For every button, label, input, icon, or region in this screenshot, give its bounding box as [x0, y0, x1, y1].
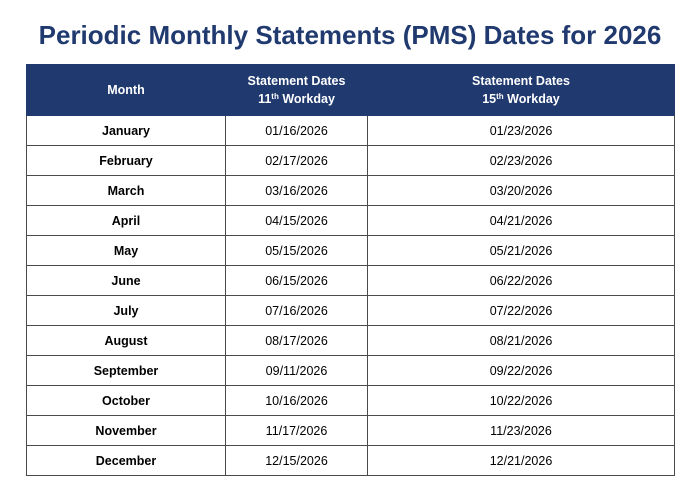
header-11th-number: 11 [258, 92, 272, 106]
page-title: Periodic Monthly Statements (PMS) Dates for 2026 [38, 20, 662, 50]
header-15th-line1: Statement Dates [472, 74, 570, 88]
header-statement-15th [368, 65, 675, 116]
date-15th-cell: 06/22/2026 [368, 266, 675, 296]
date-11th-cell: 01/16/2026 [226, 116, 368, 146]
date-15th-cell: 08/21/2026 [368, 326, 675, 356]
pms-dates-table [26, 64, 675, 476]
header-11th-line2 [226, 90, 367, 108]
table-row [27, 116, 675, 146]
header-15th-line2 [368, 90, 674, 108]
month-cell: June [27, 266, 226, 296]
table-row [27, 146, 675, 176]
table-row [27, 356, 675, 386]
header-11th-ordinal: th [271, 92, 279, 101]
date-11th-cell: 09/11/2026 [226, 356, 368, 386]
date-11th-cell: 10/16/2026 [226, 386, 368, 416]
month-cell: February [27, 146, 226, 176]
table-row [27, 266, 675, 296]
table-row [27, 236, 675, 266]
header-11th-suffix: Workday [278, 92, 335, 106]
date-11th-cell: 02/17/2026 [226, 146, 368, 176]
header-15th-number: 15 [482, 92, 497, 106]
header-11th-line1: Statement Dates [247, 74, 346, 88]
date-15th-cell: 10/22/2026 [368, 386, 675, 416]
date-15th-cell: 07/22/2026 [368, 296, 675, 326]
month-cell: May [27, 236, 226, 266]
month-cell: July [27, 296, 226, 326]
month-cell: August [27, 326, 226, 356]
month-cell: November [27, 416, 226, 446]
header-15th-ordinal: th [496, 92, 504, 101]
table-row [27, 206, 675, 236]
date-11th-cell: 08/17/2026 [226, 326, 368, 356]
table-row [27, 446, 675, 476]
date-15th-cell: 12/21/2026 [368, 446, 675, 476]
month-cell: October [27, 386, 226, 416]
date-15th-cell: 11/23/2026 [368, 416, 675, 446]
date-11th-cell: 12/15/2026 [226, 446, 368, 476]
month-cell: December [27, 446, 226, 476]
header-month: Month [27, 65, 226, 116]
date-15th-cell: 01/23/2026 [368, 116, 675, 146]
date-15th-cell: 05/21/2026 [368, 236, 675, 266]
date-15th-cell: 02/23/2026 [368, 146, 675, 176]
date-11th-cell: 03/16/2026 [226, 176, 368, 206]
date-15th-cell: 03/20/2026 [368, 176, 675, 206]
date-11th-cell: 11/17/2026 [226, 416, 368, 446]
date-11th-cell: 05/15/2026 [226, 236, 368, 266]
month-cell: January [27, 116, 226, 146]
header-statement-11th [226, 65, 368, 116]
header-15th-suffix: Workday [503, 92, 560, 106]
table-row [27, 176, 675, 206]
month-cell: September [27, 356, 226, 386]
date-11th-cell: 06/15/2026 [226, 266, 368, 296]
table-row [27, 296, 675, 326]
table-row [27, 386, 675, 416]
table-header-row [27, 65, 675, 116]
month-cell: April [27, 206, 226, 236]
date-15th-cell: 04/21/2026 [368, 206, 675, 236]
date-11th-cell: 07/16/2026 [226, 296, 368, 326]
date-15th-cell: 09/22/2026 [368, 356, 675, 386]
table-row [27, 326, 675, 356]
month-cell: March [27, 176, 226, 206]
date-11th-cell: 04/15/2026 [226, 206, 368, 236]
table-row [27, 416, 675, 446]
